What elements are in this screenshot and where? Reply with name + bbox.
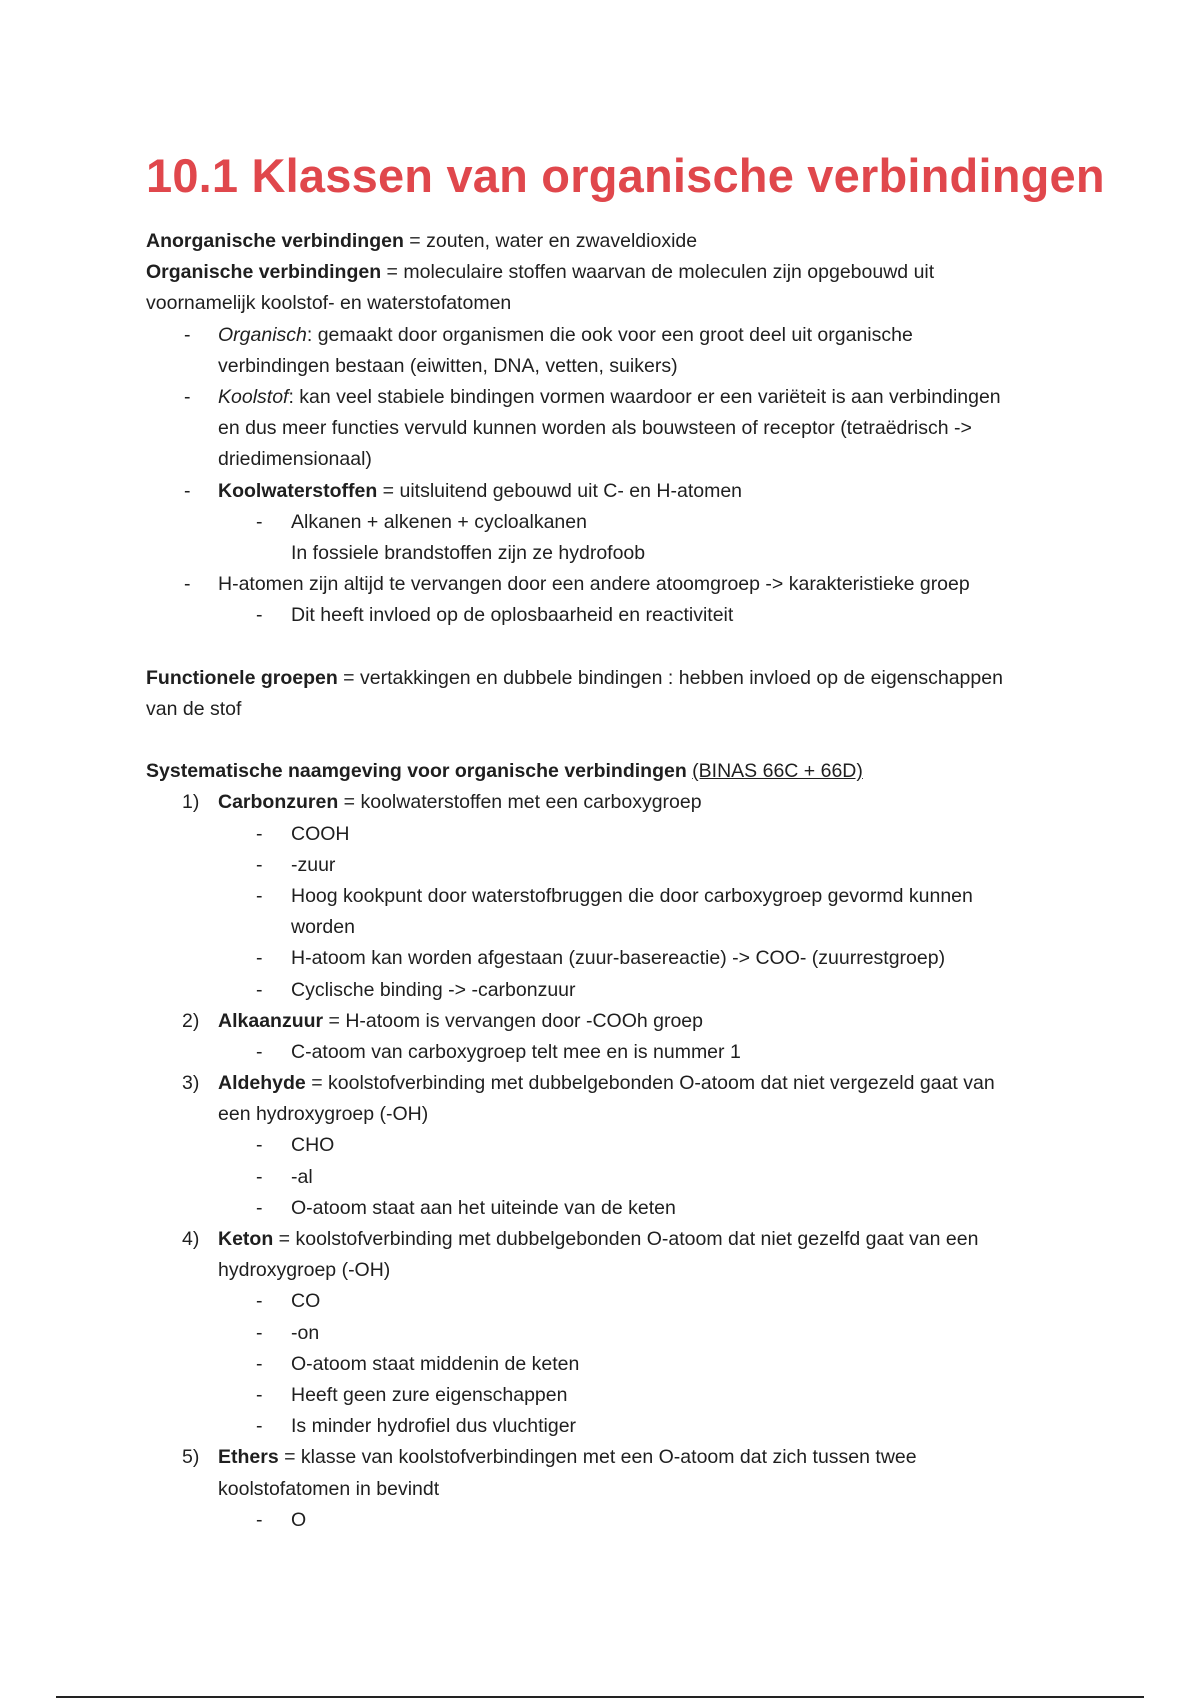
list-item-cont: verbindingen bestaan (eiwitten, DNA, vetten, suikers) (218, 354, 678, 377)
term-organisch: Organische verbindingen (146, 261, 382, 284)
sub-list-item: - -on (256, 1321, 320, 1344)
list-item-cont: en dus meer functies vervuld kunnen worden als bouwsteen of receptor (tetraëdrisch -> (218, 417, 972, 440)
bullet-dash: - (256, 510, 263, 533)
numbered-item-cont: hydroxygroep (-OH) (218, 1259, 391, 1282)
bullet-dash: - (256, 604, 263, 627)
sub-list-item: - Heeft geen zure eigenschappen (256, 1383, 568, 1406)
list-item: - Koolwaterstoffen = uitsluitend gebouwd uit C- en H-atomen (146, 476, 1066, 507)
paragraph-functioneel: Functionele groepen = vertakkingen en dubbele bindingen : hebben invloed op de eigenschappen (146, 666, 1003, 689)
bullet-dash: - (184, 323, 191, 346)
sub-list-item: - COOH (256, 822, 350, 845)
numbered-item-carbonzuren: 1) Carbonzuren = koolwaterstoffen met een carboxygroep (182, 791, 702, 814)
sub-list-item: - O-atoom staat aan het uiteinde van de keten (256, 1196, 676, 1219)
term-anorganisch: Anorganische verbindingen (146, 230, 404, 252)
numbered-item-keton: 4) Keton = koolstofverbinding met dubbelgebonden O-atoom dat niet gezelfd gaat van een (182, 1228, 979, 1250)
sub-list-item: - Alkanen + alkenen + cycloalkanen (146, 507, 1066, 538)
bullet-dash: - (184, 479, 191, 502)
sub-list-item: - Hoog kookpunt door waterstofbruggen die door carboxygroep gevormd kunnen (256, 884, 973, 907)
sub-list-item: - -zuur (256, 853, 336, 876)
sub-list-item: - CHO (256, 1134, 335, 1157)
bullet-dash: - (184, 573, 191, 596)
sub-list-item: - -al (256, 1165, 313, 1188)
sub-list-item: - O (256, 1508, 307, 1531)
sub-list-item: - Is minder hydrofiel dus vluchtiger (256, 1415, 577, 1438)
section-heading-systematisch: Systematische naamgeving voor organische verbindingen (BINAS 66C + 66D) (146, 760, 863, 783)
sub-list-item: - Cyclische binding -> -carbonzuur (256, 978, 576, 1001)
document-body (146, 226, 1066, 1536)
page-title: 10.1 Klassen van organische verbindingen (146, 149, 1105, 202)
bullet-dash: - (184, 385, 191, 408)
sub-list-item-cont: In fossiele brandstoffen zijn ze hydrofoob (291, 541, 646, 564)
binas-reference: (BINAS 66C + 66D) (692, 760, 863, 783)
numbered-item-cont: een hydroxygroep (-OH) (218, 1103, 429, 1126)
sub-list-item: - O-atoom staat middenin de keten (256, 1352, 580, 1375)
list-item-cont: driedimensionaal) (218, 448, 372, 471)
sub-list-item: - Dit heeft invloed op de oplosbaarheid en reactiviteit (146, 600, 1066, 631)
paragraph-organisch: Organische verbindingen = moleculaire stoffen waarvan de moleculen zijn opgebouwd uit (146, 261, 935, 284)
numbered-item-alkaanzuur: 2) Alkaanzuur = H-atoom is vervangen door -COOh groep (182, 1009, 703, 1032)
list-item: - Organisch: gemaakt door organismen die ook voor een groot deel uit organische (146, 320, 1066, 351)
page-bottom-divider (56, 1696, 1144, 1698)
list-item: - H-atomen zijn altijd te vervangen door een andere atoomgroep -> karakteristieke groep (146, 569, 1066, 600)
numbered-item-aldehyde: 3) Aldehyde = koolstofverbinding met dubbelgebonden O-atoom dat niet vergezeld gaat van (182, 1072, 995, 1095)
sub-list-item: - H-atoom kan worden afgestaan (zuur-basereactie) -> COO- (zuurrestgroep) (256, 947, 946, 970)
term-functioneel: Functionele groepen (146, 666, 338, 689)
numbered-item-cont: koolstofatomen in bevindt (218, 1477, 440, 1500)
paragraph-organisch-cont: voornamelijk koolstof- en waterstofatomen (146, 292, 512, 315)
sub-list-item: - CO (256, 1290, 321, 1313)
paragraph-functioneel-cont: van de stof (146, 697, 242, 720)
sub-list-item: - C-atoom van carboxygroep telt mee en is nummer 1 (256, 1040, 741, 1063)
sub-list-item-cont: worden (291, 916, 355, 939)
numbered-item-ethers: 5) Ethers = klasse van koolstofverbindingen met een O-atoom dat zich tussen twee (182, 1446, 917, 1469)
paragraph-anorganisch: Anorganische verbindingen = zouten, water en zwaveldioxide (146, 230, 698, 252)
list-item: - Koolstof: kan veel stabiele bindingen vormen waardoor er een variëteit is aan verbindingen (146, 382, 1066, 413)
